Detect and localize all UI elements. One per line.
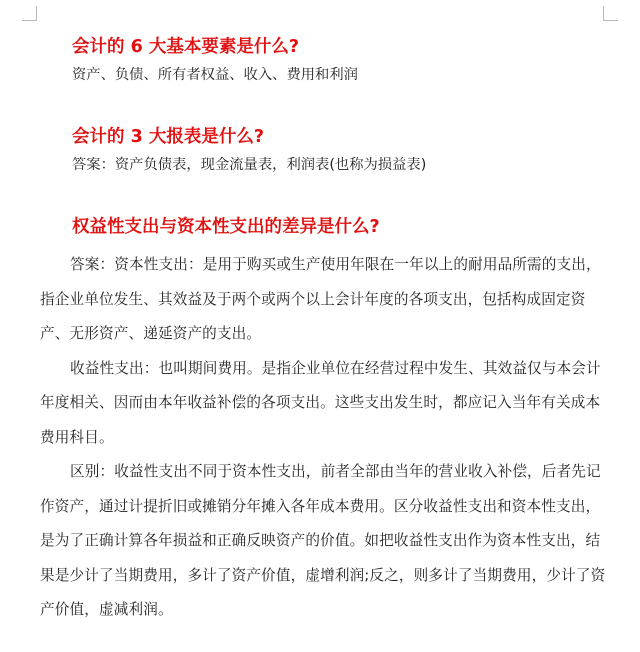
answer-three-statements: 答案：资产负债表，现金流量表，利润表(也称为损益表) — [72, 157, 427, 173]
page-corner-mark-top-right — [603, 6, 618, 21]
paragraph-capital-expenditure: 答案：资本性支出：是用于购买或生产使用年限在一年以上的耐用品所需的支出，指企业单位发生、其效益及于两个或两个以上会计年度的各项支出，包括构成固定资产、无形资产、递延资产的支出。 — [40, 256, 601, 342]
paragraph-difference: 区别：收益性支出不同于资本性支出，前者全部由当年的营业收入补偿，后者先记作资产，通过计提折旧或摊销分年摊入各年成本费用。区分收益性支出和资本性支出，是为了正确计算各年损益和正确反映资产的价值。如把收益性支出作为资本性支出，结果是少计了当期费用，多计了资产价值，虚增利润;反之，则多计了当期费用，少计了资产价值，虚减利润。 — [40, 463, 606, 618]
answer-six-elements: 资产、负债、所有者权益、收入、费用和利润 — [72, 67, 358, 83]
heading-six-elements: 会计的 6 大基本要素是什么? — [72, 37, 300, 57]
document-page — [40, 30, 610, 628]
page-corner-mark-top-left — [22, 6, 37, 21]
paragraph-revenue-expenditure: 收益性支出：也叫期间费用。是指企业单位在经营过程中发生、其效益仅与本会计年度相关、因而由本年收益补偿的各项支出。这些支出发生时，都应记入当年有关成本费用科目。 — [40, 359, 601, 446]
heading-expenditure-difference: 权益性支出与资本性支出的差异是什么? — [72, 217, 380, 237]
heading-three-statements: 会计的 3 大报表是什么? — [72, 127, 265, 147]
